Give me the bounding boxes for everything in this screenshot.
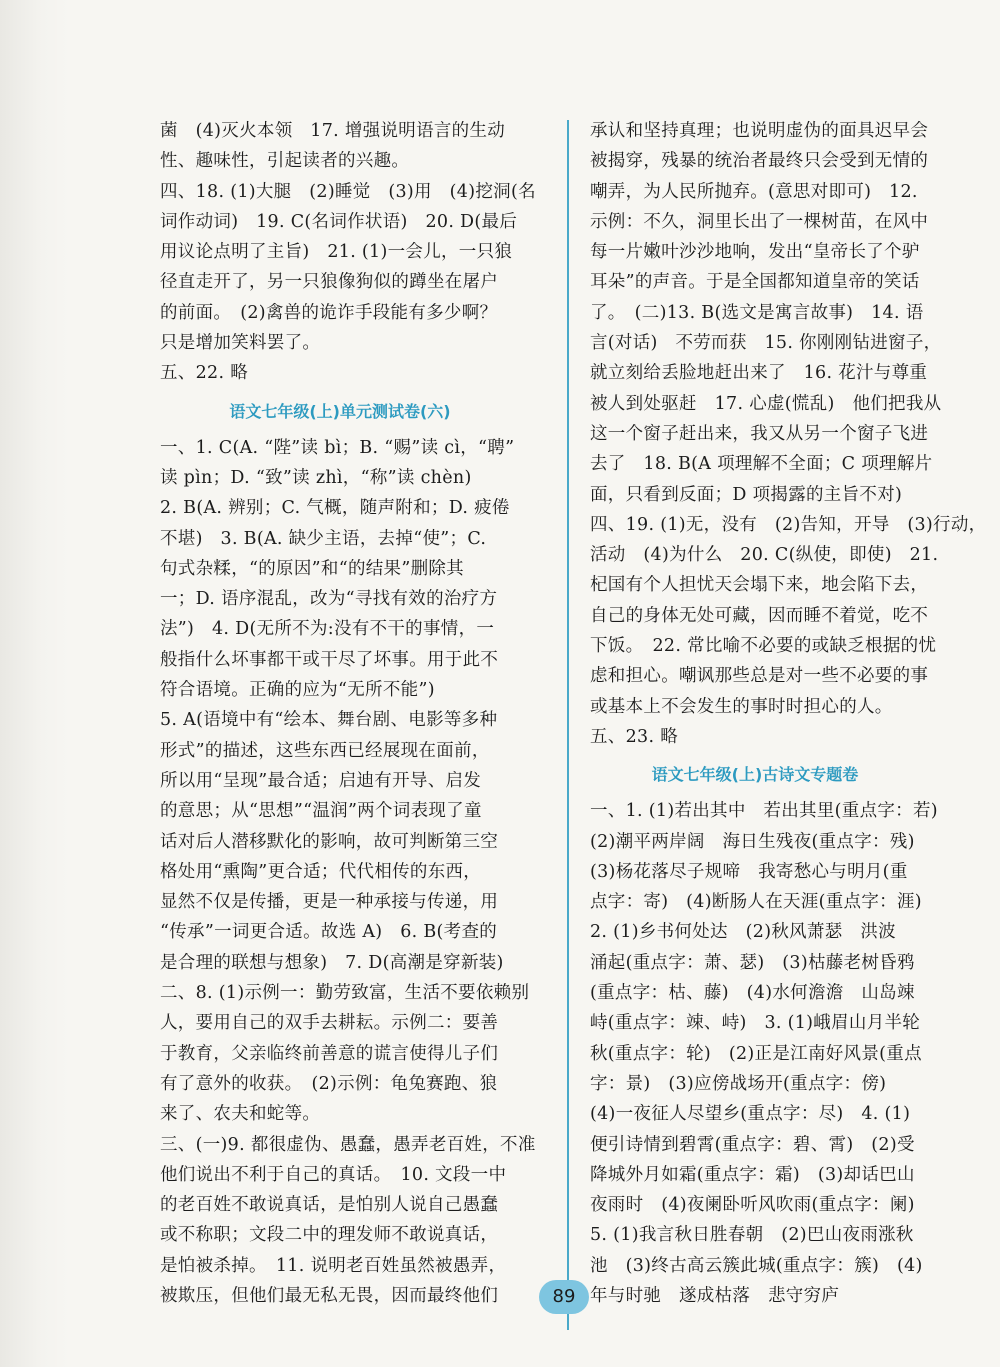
text-line: 了。 (二)13. B(选文是寓言故事) 14. 语 <box>590 302 924 323</box>
left-column-block-1 <box>160 116 550 389</box>
text-line: 示例：不久，洞里长出了一棵树苗，在风中 <box>590 211 929 232</box>
text-line: 性、趣味性，引起读者的兴趣。 <box>160 151 410 172</box>
text-line: 只是增加笑料罢了。 <box>160 333 321 354</box>
text-line: 格处用“熏陶”更合适；代代相传的东西， <box>160 861 482 882</box>
text-line: 言(对话) 不劳而获 15. 你刚刚钻进窗子， <box>590 333 942 354</box>
text-line: 于教育，父亲临终前善意的谎言使得儿子们 <box>160 1043 499 1064</box>
text-line: 被人到处驱赶 17. 心虚(慌乱) 他们把我从 <box>590 393 942 414</box>
text-line: 是怕被杀掉。 11. 说明老百姓虽然被愚弄， <box>160 1255 507 1276</box>
text-line: 显然不仅是传播，更是一种承接与传递，用 <box>160 892 499 913</box>
text-line: (重点字：枯、藤) (4)水何澹澹 山岛竦 <box>590 983 915 1004</box>
text-line: 夜雨时 (4)夜阑卧听风吹雨(重点字：阑) <box>590 1195 915 1216</box>
binding-shadow <box>0 0 70 1367</box>
text-line: 活动 (4)为什么 20. C(纵使，即使) 21. <box>590 545 939 566</box>
text-line: 菌 (4)灭火本领 17. 增强说明语言的生动 <box>160 121 506 141</box>
text-line: 四、19. (1)无，没有 (2)告知，开导 (3)行动， <box>590 514 987 535</box>
text-line: 便引诗情到碧霄(重点字：碧、霄) (2)受 <box>590 1134 915 1155</box>
text-line: 符合语境。正确的应为“无所不能”) <box>160 680 435 701</box>
text-line: 用议论点明了主旨) 21. (1)一会儿，一只狼 <box>160 242 513 263</box>
text-line: 有了意外的收获。 (2)示例：龟兔赛跑、狼 <box>160 1073 498 1094</box>
section-heading-classical-poetry: 语文七年级(上)古诗文专题卷 <box>651 765 859 785</box>
text-line: 下饭。 22. 常比喻不必要的或缺乏根据的忧 <box>590 636 937 657</box>
column-divider <box>567 120 569 1330</box>
text-line: 或基本上不会发生的事时时担心的人。 <box>590 696 893 717</box>
text-line: 承认和坚持真理；也说明虚伪的面具迟早会 <box>590 121 929 141</box>
text-line: 2. (1)乡书何处达 (2)秋风萧瑟 洪波 <box>590 922 896 943</box>
text-line: 或不称职；文段二中的理发师不敢说真话， <box>160 1225 499 1246</box>
text-line: 形式”的描述，这些东西已经展现在面前， <box>160 740 490 761</box>
text-line: 虑和担心。嘲讽那些总是对一些不必要的事 <box>590 666 929 687</box>
text-line: 涌起(重点字：萧、瑟) (3)枯藤老树昏鸦 <box>590 952 915 973</box>
text-line: 字：景) (3)应傍战场开(重点字：傍) <box>590 1073 887 1094</box>
text-line: 是合理的联想与想象) 7. D(高潮是穿新装) <box>160 952 504 973</box>
page-number-badge: 89 <box>539 1280 589 1314</box>
text-line: 杞国有个人担忧天会塌下来，地会陷下去， <box>590 575 929 596</box>
text-line: 被揭穿，残暴的统治者最终只会受到无情的 <box>590 151 929 172</box>
text-line: 五、23. 略 <box>590 726 678 747</box>
text-line: (4)一夜征人尽望乡(重点字：尽) 4. (1) <box>590 1104 911 1125</box>
text-line: 人，要用自己的双手去耕耘。示例二：要善 <box>160 1013 499 1034</box>
text-line: 三、(一)9. 都很虚伪、愚蠢，愚弄老百姓，不准 <box>160 1134 536 1155</box>
text-line: 点字：寄) (4)断肠人在天涯(重点字：涯) <box>590 892 922 913</box>
text-line: 句式杂糅，“的原因”和“的结果”删除其 <box>160 558 464 579</box>
text-line: 秋(重点字：轮) (2)正是江南好风景(重点 <box>590 1043 922 1064</box>
text-line: 四、18. (1)大腿 (2)睡觉 (3)用 (4)挖洞(名 <box>160 181 536 202</box>
right-column-block-1 <box>590 116 987 752</box>
text-line: 2. B(A. 辨别；C. 气概，随声附和；D. 疲倦 <box>160 498 510 519</box>
text-line: 5. A(语境中有“绘本、舞台剧、电影等多种 <box>160 710 498 731</box>
text-line: “传承”一词更合适。故选 A) 6. B(考查的 <box>160 922 498 943</box>
text-line: 般指什么坏事都干或干尽了坏事。用于此不 <box>160 649 499 670</box>
text-line: 面，只看到反面；D 项揭露的主旨不对) <box>590 484 903 505</box>
section-heading-unit-test-6: 语文七年级(上)单元测试卷(六) <box>229 401 451 421</box>
text-line: 词作动词) 19. C(名词作状语) 20. D(最后 <box>160 211 518 232</box>
text-line: 径直走开了，另一只狼像狗似的蹲坐在屠户 <box>160 272 499 293</box>
text-line: 一、1. C(A. “陛”读 bì；B. “赐”读 cì，“聘” <box>160 437 515 458</box>
text-line: 的意思；从“思想”“温润”两个词表现了童 <box>160 801 482 822</box>
right-column <box>590 116 987 1311</box>
text-line: 5. (1)我言秋日胜春朝 (2)巴山夜雨涨秋 <box>590 1225 914 1246</box>
text-line: 年与时驰 遂成枯落 悲守穷庐 <box>590 1285 840 1306</box>
text-line: 的前面。 (2)禽兽的诡诈手段能有多少啊？ <box>160 302 498 323</box>
text-line: 去了 18. B(A 项理解不全面；C 项理解片 <box>590 454 933 475</box>
text-line: 一、1. (1)若出其中 若出其里(重点字：若) <box>590 801 938 822</box>
right-column-block-2 <box>590 796 980 1311</box>
text-line: (2)潮平两岸阔 海日生残夜(重点字：残) <box>590 831 915 852</box>
text-line: 话对后人潜移默化的影响，故可判断第三空 <box>160 831 499 852</box>
text-line: 嘲弄，为人民所抛弃。(意思对即可) 12. <box>590 181 918 202</box>
text-line: 的老百姓不敢说真话，是怕别人说自己愚蠢 <box>160 1195 499 1216</box>
text-line: 自己的身体无处可藏，因而睡不着觉，吃不 <box>590 605 929 626</box>
text-line: 池 (3)终古高云簇此城(重点字：簇) (4) <box>590 1255 923 1276</box>
text-line: 就立刻给丢脸地赶出来了 16. 花汁与尊重 <box>590 363 928 384</box>
left-column-block-2 <box>160 433 550 1312</box>
text-line: 降城外月如霜(重点字：霜) (3)却话巴山 <box>590 1164 915 1185</box>
text-line: 他们说出不利于自己的真话。 10. 文段一中 <box>160 1164 507 1185</box>
text-line: 五、22. 略 <box>160 363 248 384</box>
text-line: 峙(重点字：竦、峙) 3. (1)峨眉山月半轮 <box>590 1013 921 1034</box>
text-line: 每一片嫩叶沙沙地响，发出“皇帝长了个驴 <box>590 242 920 263</box>
text-line: (3)杨花落尽子规啼 我寄愁心与明月(重 <box>590 861 908 882</box>
text-line: 读 pìn；D. “致”读 zhì，“称”读 chèn) <box>160 467 472 488</box>
text-line: 法”) 4. D(无所不为:没有不干的事情，一 <box>160 619 495 640</box>
text-line: 所以用“呈现”最合适；启迪有开导、启发 <box>160 770 482 791</box>
text-line: 耳朵”的声音。于是全国都知道皇帝的笑话 <box>590 272 920 293</box>
text-line: 二、8. (1)示例一：勤劳致富，生活不要依赖别 <box>160 983 530 1004</box>
text-line: 来了、农夫和蛇等。 <box>160 1104 321 1125</box>
text-line: 被欺压，但他们最无私无畏，因而最终他们 <box>160 1285 499 1306</box>
text-line: 这一个窗子赶出来，我又从另一个窗子飞进 <box>590 423 929 444</box>
text-line: 一；D. 语序混乱，改为“寻找有效的治疗方 <box>160 589 498 610</box>
text-line: 不堪) 3. B(A. 缺少主语，去掉“使”；C. <box>160 528 487 549</box>
left-column <box>160 116 550 1311</box>
